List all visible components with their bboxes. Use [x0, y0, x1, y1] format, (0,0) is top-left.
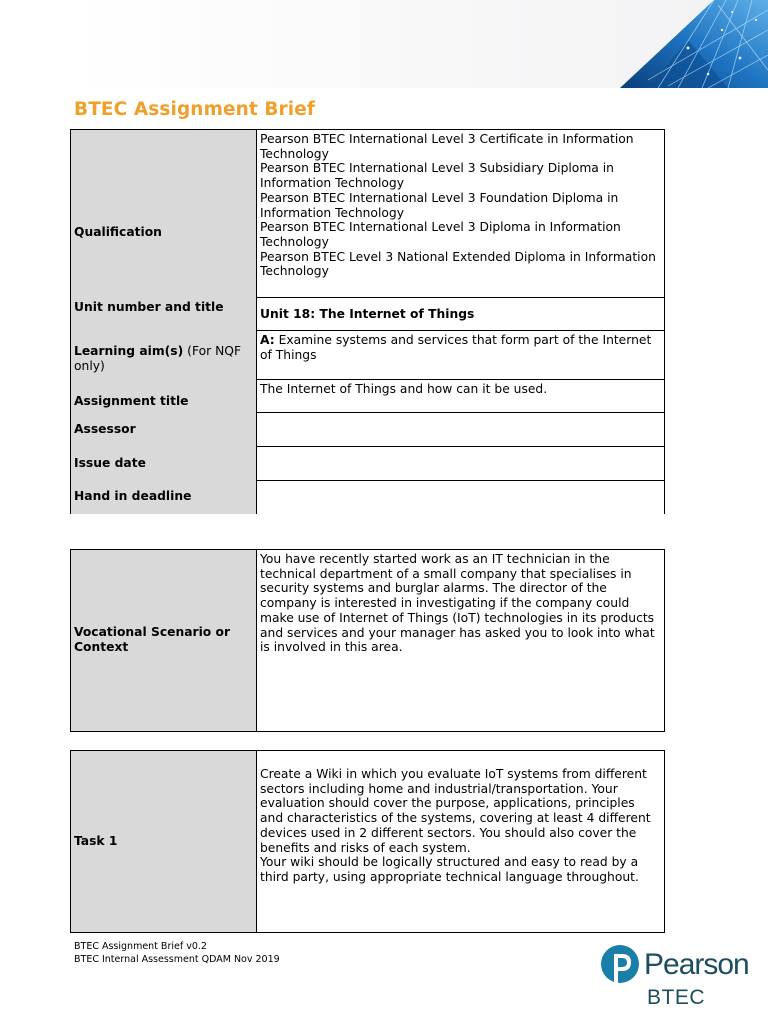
issue-date-label: Issue date — [71, 447, 257, 481]
issue-date-value — [257, 447, 665, 481]
scenario-label: Vocational Scenario or Context — [71, 550, 257, 732]
qualification-line: Pearson BTEC Level 3 National Extended Diploma in Information Technology — [260, 249, 656, 279]
qualification-value — [257, 130, 665, 298]
deadline-value — [257, 481, 665, 514]
unit-label: Unit number and title — [71, 298, 257, 331]
assessor-value — [257, 413, 665, 447]
footer-qdam: BTEC Internal Assessment QDAM Nov 2019 — [74, 953, 280, 965]
document-title: BTEC Assignment Brief — [74, 99, 316, 120]
footer-version: BTEC Assignment Brief v0.2 — [74, 941, 207, 952]
qualification-line: Pearson BTEC International Level 3 Foundation Diploma in Information Technology — [260, 190, 619, 220]
assignment-title-value: The Internet of Things and how can it be used. — [257, 380, 665, 413]
learning-aim-text: Examine systems and services that form part of the Internet of Things — [260, 333, 652, 362]
qualification-line: Pearson BTEC International Level 3 Diploma in Information Technology — [260, 220, 621, 249]
pearson-p-icon — [600, 942, 640, 992]
learning-aim-label — [71, 331, 257, 380]
footer — [74, 941, 280, 966]
assessor-label: Assessor — [71, 413, 257, 447]
learning-aim-note: (For NQF only) — [74, 344, 242, 373]
header-band — [72, 0, 768, 88]
qualification-line: Pearson BTEC International Level 3 Subsidiary Diploma in Information Technology — [260, 161, 614, 191]
pearson-btec-logo — [600, 940, 750, 1010]
assignment-title-label: Assignment title — [71, 380, 257, 413]
qualification-line: Pearson BTEC International Level 3 Certificate in Information Technology — [260, 132, 634, 161]
learning-aim-label-text: Learning aim(s) — [74, 344, 184, 359]
unit-title: Unit 18: The Internet of Things — [260, 306, 475, 321]
assignment-details-table — [70, 129, 665, 514]
deadline-label: Hand in deadline — [71, 481, 257, 514]
task1-paragraph: Your wiki should be logically structured and easy to read by a third party, using appropriate technical language throughout. — [260, 855, 639, 884]
scenario-table — [70, 549, 665, 732]
btec-wordmark: BTEC — [647, 986, 706, 1009]
learning-aim-prefix: A: — [260, 333, 275, 347]
task1-text — [257, 751, 665, 933]
scenario-text: You have recently started work as an IT technician in the technical department of a small company that specialises in security systems and burglar alarms. The director of the company is interested in investigating if the company could make use of Internet of Things (IoT) technologies in its products and services and your manager has asked you to look into what is involved in this area. — [257, 550, 665, 732]
task1-paragraph: Create a Wiki in which you evaluate IoT systems from different sectors including home and industrial/transportation. Your evaluation should cover the purpose, applications, principles and characteristics of the systems, covering at least 4 different devices used in 2 different sectors. You should also cover the benefits and risks of each system. — [260, 767, 651, 855]
task1-table — [70, 750, 665, 933]
learning-aim-value — [257, 331, 665, 380]
qualification-label: Qualification — [71, 130, 257, 298]
header-network-graphic — [618, 0, 768, 88]
task1-label: Task 1 — [71, 751, 257, 933]
unit-value — [257, 298, 665, 331]
pearson-wordmark: Pearson — [644, 948, 749, 981]
